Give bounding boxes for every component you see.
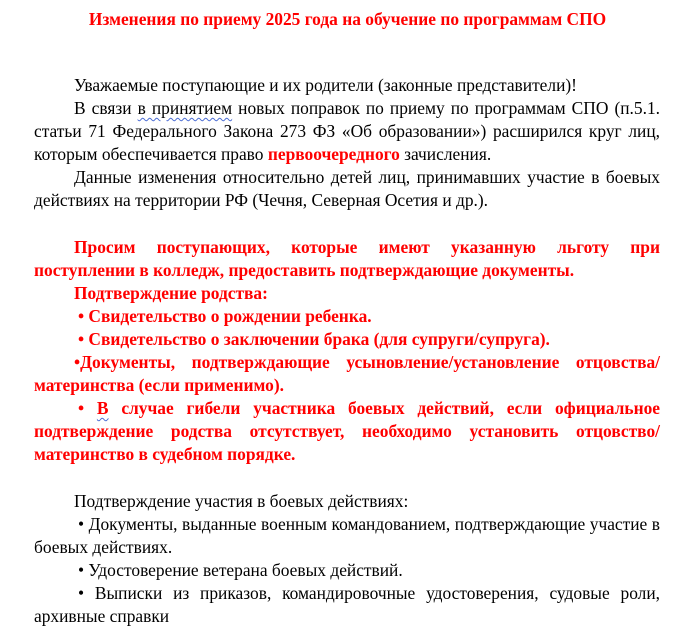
bullet-marker: • [78,398,97,419]
spellcheck-marked-letter: В [96,398,109,419]
paragraph-gap-2 [34,467,660,490]
combat-item-order-extracts: • Выписки из приказов, командировочные удостоверения, судовые роли, архивные справки [34,582,660,626]
kinship-item-birth-certificate: • Свидетельство о рождении ребенка. [78,305,372,326]
kinship-heading: Подтверждение родства: [74,282,268,303]
greeting-paragraph: Уважаемые поступающие и их родители (законные представители)! [74,75,577,95]
changes-text-start: В связи [74,98,138,119]
priority-highlight: первоочередного [267,144,400,165]
document-body [34,74,660,628]
changes-text-middle: новых поправок по приему по программам СПО (п.5.1. статьи 71 Федерального Закона 273 ФЗ «Об образовании») расширился круг лиц, которым обеспечивается право [34,98,660,165]
combat-item-veteran-certificate: • Удостоверение ветерана боевых действий. [78,559,403,580]
kinship-item-marriage-certificate: • Свидетельство о заключении брака (для супруги/супруга). [78,328,550,349]
kinship-item-adoption-documents: •Документы, подтверждающие усыновление/установление отцовства/материнства (если применимо). [34,352,660,396]
changes-text-end: зачисления. [399,144,492,165]
request-paragraph: Просим поступающих, которые имеют указанную льготу при поступлении в колледж, предоставить подтверждающие документы. [34,236,660,280]
paragraph-gap [34,213,660,236]
changes-paragraph [34,97,660,166]
details-paragraph: Данные изменения относительно детей лиц, принимавших участие в боевых действиях на территории РФ (Чечня, Северная Осетия и др.). [34,167,660,211]
spellcheck-marked-text: в принятием [137,98,233,119]
combat-item-military-documents: • Документы, выданные военным командованием, подтверждающие участие в боевых действиях. [34,513,660,557]
combat-heading: Подтверждение участия в боевых действиях: [74,490,409,511]
document-title: Изменения по приему 2025 года на обучение по программам СПО [88,9,607,29]
court-procedure-text: случае гибели участника боевых действий, если официальное подтверждение родства отсутствует, необходимо установить отцовство/материнство в судебном порядке. [34,398,660,465]
kinship-item-court-procedure [34,397,660,466]
